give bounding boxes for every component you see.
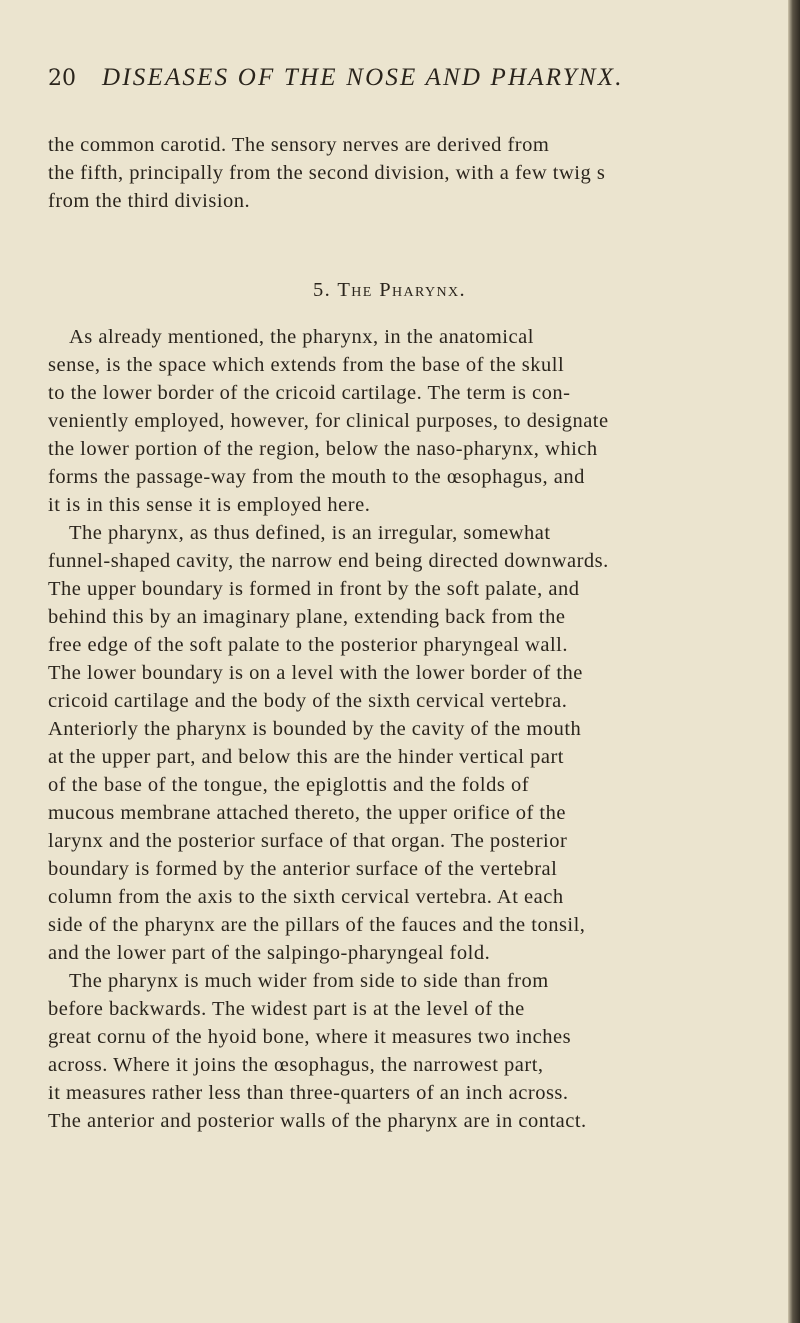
text-line: the lower portion of the region, below the naso-pharynx, which [48, 438, 598, 460]
text-line: As already mentioned, the pharynx, in the anatomical [69, 326, 534, 348]
text-line: The anterior and posterior walls of the pharynx are in contact. [48, 1110, 587, 1132]
section-heading: 5. The Pharynx. [313, 279, 467, 301]
page-number: 20 [48, 66, 76, 91]
text-line: side of the pharynx are the pillars of the fauces and the tonsil, [48, 914, 586, 936]
page-edge-shadow [788, 0, 800, 1323]
text-line: cricoid cartilage and the body of the sixth cervical vertebra. [48, 690, 568, 712]
text-line: and the lower part of the salpingo-pharyngeal fold. [48, 942, 491, 964]
text-line: before backwards. The widest part is at the level of the [48, 998, 525, 1020]
text-line: column from the axis to the sixth cervical vertebra. At each [48, 886, 564, 908]
text-line: Anteriorly the pharynx is bounded by the cavity of the mouth [48, 718, 582, 740]
text-line: great cornu of the hyoid bone, where it measures two inches [48, 1026, 572, 1048]
text-line: The lower boundary is on a level with the lower border of the [48, 662, 583, 684]
text-line: to the lower border of the cricoid cartilage. The term is con- [48, 382, 571, 404]
text-line: The upper boundary is formed in front by the soft palate, and [48, 578, 580, 600]
text-line: sense, is the space which extends from the base of the skull [48, 354, 565, 376]
text-line: of the base of the tongue, the epiglottis and the folds of [48, 774, 530, 796]
text-line: at the upper part, and below this are the hinder vertical part [48, 746, 564, 768]
text-line: The pharynx, as thus defined, is an irregular, somewhat [69, 522, 551, 544]
text-line: free edge of the soft palate to the posterior pharyngeal wall. [48, 634, 568, 656]
text-line: it is in this sense it is employed here. [48, 494, 371, 516]
text-line: mucous membrane attached thereto, the upper orifice of the [48, 802, 566, 824]
text-line: from the third division. [48, 190, 251, 212]
text-line: the common carotid. The sensory nerves are derived from [48, 134, 550, 156]
running-title: DISEASES OF THE NOSE AND PHARYNX. [102, 64, 624, 91]
text-line: across. Where it joins the œsophagus, the narrowest part, [48, 1054, 544, 1076]
text-line: the fifth, principally from the second division, with a few twig s [48, 162, 606, 184]
text-line: behind this by an imaginary plane, extending back from the [48, 606, 566, 628]
text-line: boundary is formed by the anterior surface of the vertebral [48, 858, 558, 880]
text-line: The pharynx is much wider from side to side than from [69, 970, 549, 992]
text-line: funnel-shaped cavity, the narrow end being directed downwards. [48, 550, 609, 572]
text-line: veniently employed, however, for clinical purposes, to designate [48, 410, 609, 432]
text-line: it measures rather less than three-quarters of an inch across. [48, 1082, 569, 1104]
text-line: forms the passage-way from the mouth to the œsophagus, and [48, 466, 585, 488]
text-line: larynx and the posterior surface of that organ. The posterior [48, 830, 568, 852]
